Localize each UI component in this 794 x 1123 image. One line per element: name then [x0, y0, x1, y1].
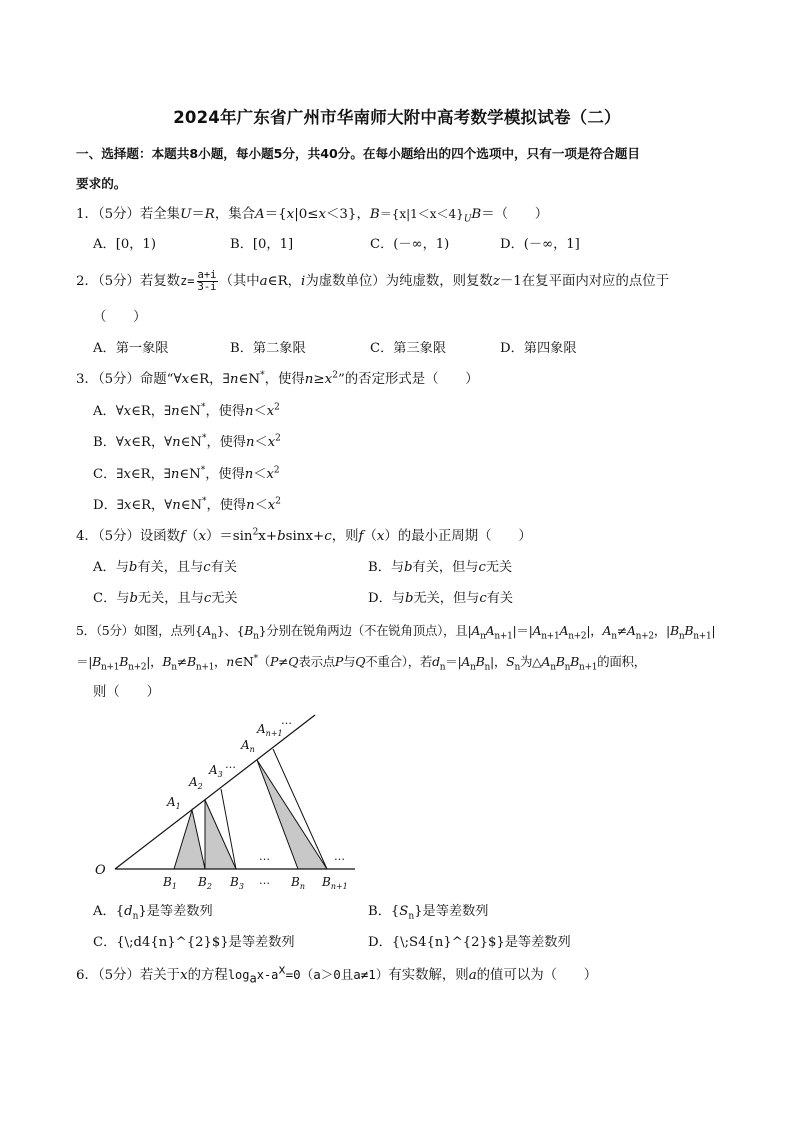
q6-stem: 6．（5分）若关于x的方程$\log_ax-a^x=0(a>0$且a≠1）有实数解，则a的值可以为（ ） [76, 962, 598, 986]
dots-an1: … [281, 714, 292, 727]
exam-title: 2024年广东省广州市华南师大附中高考数学模拟试卷（二） [173, 108, 621, 127]
q4-stem: 4．（5分）设函数$f(x)=\sin^2x+bsinx+c$，则f（x）的最小正周期（ ） [76, 527, 532, 544]
q1-option-b: B．[0，1] [230, 237, 294, 252]
q2-option-c: C．第三象限 [370, 341, 447, 356]
q5-stem-line2: $=|B_{n+1}B_{n+2}|$，$B_n\ne B_{n+1}$，n∈N*（P≠Q表示点P与Q不重合），若$d_n=|A_nB_n|$，$S_n$为$\triangle A_nB_nB_{n+1}$的面积， [76, 653, 646, 673]
dots-b: … [259, 874, 270, 887]
label-a3: $A_3$ [209, 763, 223, 779]
q5-stem: 5．（5分）如图，点列$\{A_n\}$、$\{B_n\}$分别在锐角两边（不在锐角顶点），且$|A_nA_{n+1}|=|A_{n+1}A_{n+2}|$，$A_n\ne A_{n+2}$，$|B_nB_{n+1}|$ [76, 623, 716, 642]
label-a1: $A_1$ [167, 795, 181, 811]
q3-option-b: B．∀x∈R，∀n∈N*，使得$n<x^2$ [93, 433, 281, 450]
q4-option-b: B．与b有关，但与c无关 [368, 560, 513, 575]
section-heading-cont: 要求的。 [76, 176, 127, 191]
label-bn1: $B_{n+1}$ [322, 875, 348, 891]
q3-stem: 3．（5分）命题“∀x∈R，∃n∈N*，使得$n\ge x^2$”的否定形式是（ ） [76, 370, 479, 387]
shaded-triangle-1 [174, 810, 205, 869]
q3-option-d: D．∃x∈R，∀n∈N*，使得$n<x^2$ [93, 496, 281, 513]
label-o: O [95, 863, 106, 878]
dots-bottom-mid: … [259, 850, 270, 863]
q5-stem-line3: 则（ ） [93, 685, 160, 700]
q2-fraction: $\frac{a+i}{3-i}$ [197, 269, 217, 293]
section-heading: 一、选择题：本题共8小题，每小题5分，共40分。在每小题给出的四个选项中，只有一项是符合题目 [76, 146, 640, 161]
label-an: $A_n$ [241, 738, 255, 754]
q1-stem: 1．（5分）若全集U＝R，集合A＝{x|0≤x＜3}，$B=\{x|1<x<4\}_UB=$（ ） [76, 207, 549, 225]
dots-a3: … [225, 758, 236, 771]
q5-option-b: B．$\{S_n\}$是等差数列 [368, 904, 489, 922]
q3-option-c: C．∃x∈R，∃n∈N*，使得$n<x^2$ [93, 465, 280, 482]
q5-option-a: A．$\{d_n\}$是等差数列 [93, 904, 213, 922]
q2-option-b: B．第二象限 [230, 341, 306, 356]
q2-stem: 2．（5分）若复数z= $\frac{a+i}{3-i}$ （其中a∈R，i为虚数单位）为纯虚数，则复数z－1在复平面内对应的点位于 [76, 269, 670, 293]
q5-option-d: D．{\;S4{n}^{2}$}是等差数列 [368, 935, 571, 950]
q5-option-c: C．{\;d4{n}^{2}$}是等差数列 [93, 935, 295, 950]
label-b1: $B_1$ [163, 875, 177, 891]
q4-option-d: D．与b无关，但与c有关 [368, 591, 514, 606]
label-an1: $A_{n+1}$ [257, 722, 283, 738]
q2-option-d: D．第四象限 [500, 341, 577, 356]
q4-option-a: A．与b有关，且与c有关 [93, 560, 238, 575]
q3-option-a: A．∀x∈R，∃n∈N*，使得$n<x^2$ [93, 402, 280, 419]
q1-option-a: A．[0，1) [93, 237, 156, 252]
label-b2: $B_2$ [198, 875, 212, 891]
q2-stem-cont: （ ） [93, 310, 147, 325]
label-a2: $A_2$ [189, 775, 203, 791]
shaded-triangle-2 [205, 800, 236, 869]
label-b3: $B_3$ [230, 875, 244, 891]
q2-option-a: A．第一象限 [93, 341, 169, 356]
label-bn: $B_n$ [291, 875, 305, 891]
q5-geometry-figure [85, 712, 375, 897]
q4-option-c: C．与b无关，且与c无关 [93, 591, 238, 606]
q1-option-d: D．(－∞，1] [500, 237, 580, 252]
dots-bottom-right: … [334, 850, 345, 863]
q1-option-c: C．(－∞，1) [370, 237, 450, 252]
